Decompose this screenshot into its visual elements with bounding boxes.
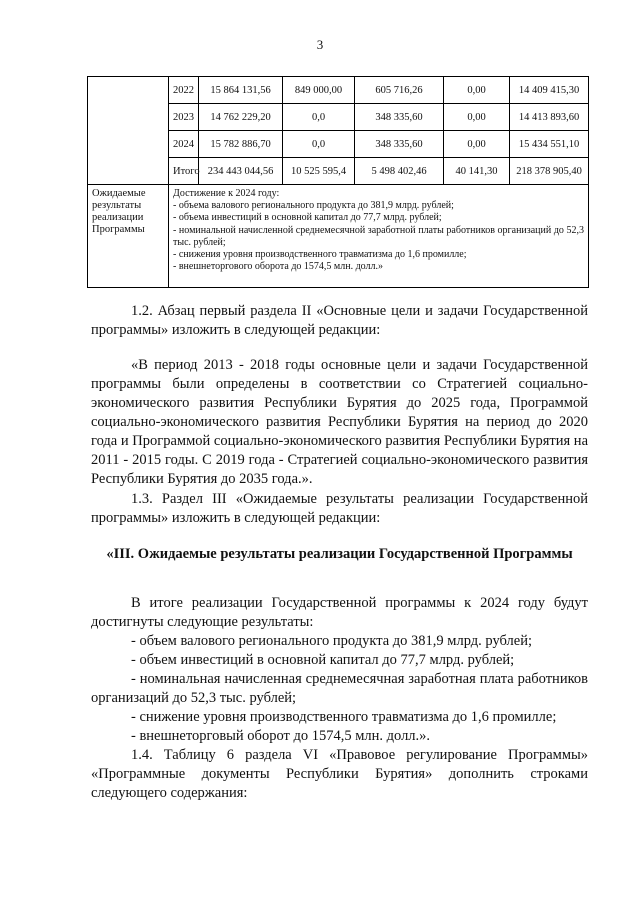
value-cell: 14 762 229,20 [199, 104, 283, 131]
value-cell: 605 716,26 [355, 77, 444, 104]
results-intro: В итоге реализации Государственной программы к 2024 году будут достигнуты следующие результаты: [91, 595, 588, 630]
value-cell: 0,00 [444, 104, 510, 131]
section-heading: «III. Ожидаемые результаты реализации Государственной Программы [106, 546, 573, 562]
value-cell: 218 378 905,40 [510, 158, 589, 185]
total-cell: Итого [169, 158, 199, 185]
value-cell: 0,0 [283, 104, 355, 131]
results-block [91, 594, 588, 803]
results-label: Ожидаемые результаты реализации Программы [88, 185, 169, 288]
empty-label-cell [88, 77, 169, 185]
table-row [88, 77, 589, 104]
results-line: - внешнеторгового оборота до 1574,5 млн. долл.» [173, 261, 384, 273]
year-cell: 2023 [169, 104, 199, 131]
results-line: - объема инвестиций в основной капитал до 77,7 млрд. рублей; [173, 212, 442, 224]
result-item: - объем валового регионального продукта до 381,9 млрд. рублей; [131, 633, 532, 649]
page-number: 3 [316, 37, 324, 52]
result-item: - номинальная начисленная среднемесячная заработная плата работников организаций до 52,3 тыс. рублей; [91, 671, 588, 706]
value-cell: 348 335,60 [355, 131, 444, 158]
results-line: - номинальной начисленной среднемесячной заработной платы работников организаций до 52,3 тыс. рублей; [173, 224, 584, 248]
value-cell: 0,0 [283, 131, 355, 158]
value-cell: 5 498 402,46 [355, 158, 444, 185]
value-cell: 10 525 595,4 [283, 158, 355, 185]
paragraph-1-4: 1.4. Таблицу 6 раздела VI «Правовое регулирование Программы» «Программные документы Республики Бурятия» дополнить строками следующего содержания: [91, 747, 588, 801]
result-item: - снижение уровня производственного травматизма до 1,6 промилле; [131, 709, 557, 725]
value-cell: 0,00 [444, 131, 510, 158]
paragraph-1-2: 1.2. Абзац первый раздела II «Основные цели и задачи Государственной программы» изложить в следующей редакции: [91, 303, 588, 338]
result-item: - внешнеторговый оборот до 1574,5 млн. долл.». [131, 728, 431, 744]
value-cell: 15 782 886,70 [199, 131, 283, 158]
value-cell: 0,00 [444, 77, 510, 104]
results-line: - объема валового регионального продукта до 381,9 млрд. рублей; [173, 200, 454, 212]
value-cell: 234 443 044,56 [199, 158, 283, 185]
results-line: Достижение к 2024 году: [173, 188, 280, 199]
year-cell: 2022 [169, 77, 199, 104]
value-cell: 348 335,60 [355, 104, 444, 131]
table-row [88, 185, 589, 288]
results-line: - снижения уровня производственного травматизма до 1,6 промилле; [173, 249, 467, 261]
result-item: - объем инвестиций в основной капитал до 77,7 млрд. рублей; [131, 652, 515, 668]
paragraph-1-3: 1.3. Раздел III «Ожидаемые результаты реализации Государственной программы» изложить в следующей редакции: [91, 491, 588, 526]
value-cell: 40 141,30 [444, 158, 510, 185]
paragraph-section-2-text: «В период 2013 - 2018 годы основные цели и задачи Государственной программы были определены в соответствии со Стратегией социально-экономического развития Республики Бурятия до 2025 года, Программой социально-экономического развития Республики Бурятия на период до 2020 года и Программой социально-экономического развития Республики Бурятия на 2011 - 2015 годы. С 2019 года - Стратегией социально-экономического развития Республики Бурятия до 2035 года.». [91, 357, 588, 487]
value-cell: 849 000,00 [283, 77, 355, 104]
results-cell [169, 185, 589, 288]
value-cell: 15 434 551,10 [510, 131, 589, 158]
year-cell: 2024 [169, 131, 199, 158]
value-cell: 15 864 131,56 [199, 77, 283, 104]
financing-table [87, 76, 589, 288]
value-cell: 14 409 415,30 [510, 77, 589, 104]
value-cell: 14 413 893,60 [510, 104, 589, 131]
